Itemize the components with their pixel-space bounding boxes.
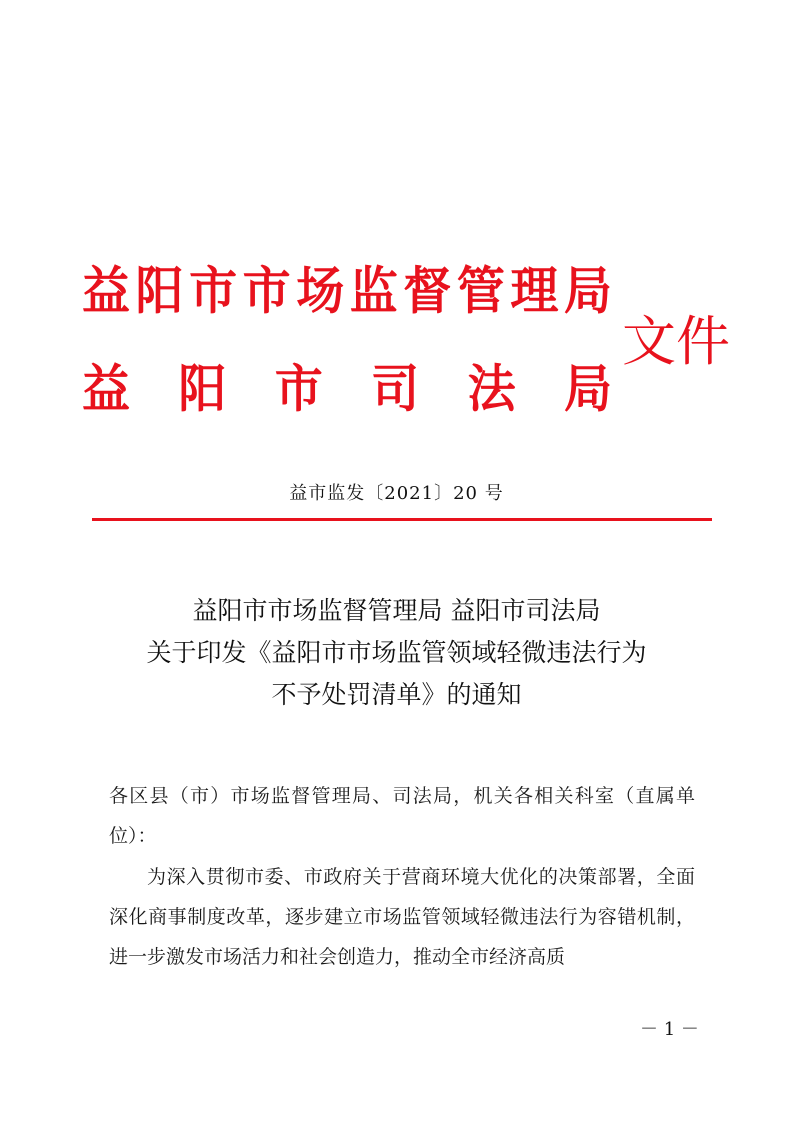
issuer-char: 益 xyxy=(82,360,131,420)
title-line-3: 不予处罚清单》的通知 xyxy=(271,680,522,709)
issuer-char: 理 xyxy=(510,262,559,322)
issuer-char: 场 xyxy=(296,262,345,322)
issuer-char: 局 xyxy=(563,360,612,420)
document-suffix: 文件 xyxy=(622,310,730,373)
document-title xyxy=(0,590,793,716)
issuer-char: 市 xyxy=(189,262,238,322)
title-line-2: 关于印发《益阳市市场监管领域轻微违法行为 xyxy=(146,638,647,667)
issuer-char: 督 xyxy=(403,262,452,322)
issuer-char: 市 xyxy=(274,360,323,420)
issuer-char: 监 xyxy=(349,262,398,322)
title-line-1: 益阳市市场监督管理局 益阳市司法局 xyxy=(192,596,601,625)
issuer-char: 法 xyxy=(467,360,516,420)
issuer-market-regulation-bureau xyxy=(82,262,612,321)
issuer-char: 局 xyxy=(563,262,612,322)
body-paragraph: 为深入贯彻市委、市政府关于营商环境大优化的决策部署，全面深化商事制度改革，逐步建立市场监管领域轻微违法行为容错机制，进一步激发市场活力和社会创造力，推动全市经济高质 xyxy=(109,866,695,968)
issuer-char: 益 xyxy=(82,262,131,322)
document-number: 益市监发〔2021〕20 号 xyxy=(289,483,504,504)
salutation: 各区县（市）市场监督管理局、司法局，机关各相关科室（直属单位）： xyxy=(109,785,695,847)
issuer-char: 阳 xyxy=(178,360,227,420)
page-number: － 1 － xyxy=(640,1019,699,1040)
issuer-char: 司 xyxy=(371,360,420,420)
issuer-char: 阳 xyxy=(135,262,184,322)
red-divider-line xyxy=(92,518,712,521)
issuer-char: 管 xyxy=(456,262,505,322)
issuer-char: 市 xyxy=(242,262,291,322)
issuer-justice-bureau xyxy=(82,360,612,419)
